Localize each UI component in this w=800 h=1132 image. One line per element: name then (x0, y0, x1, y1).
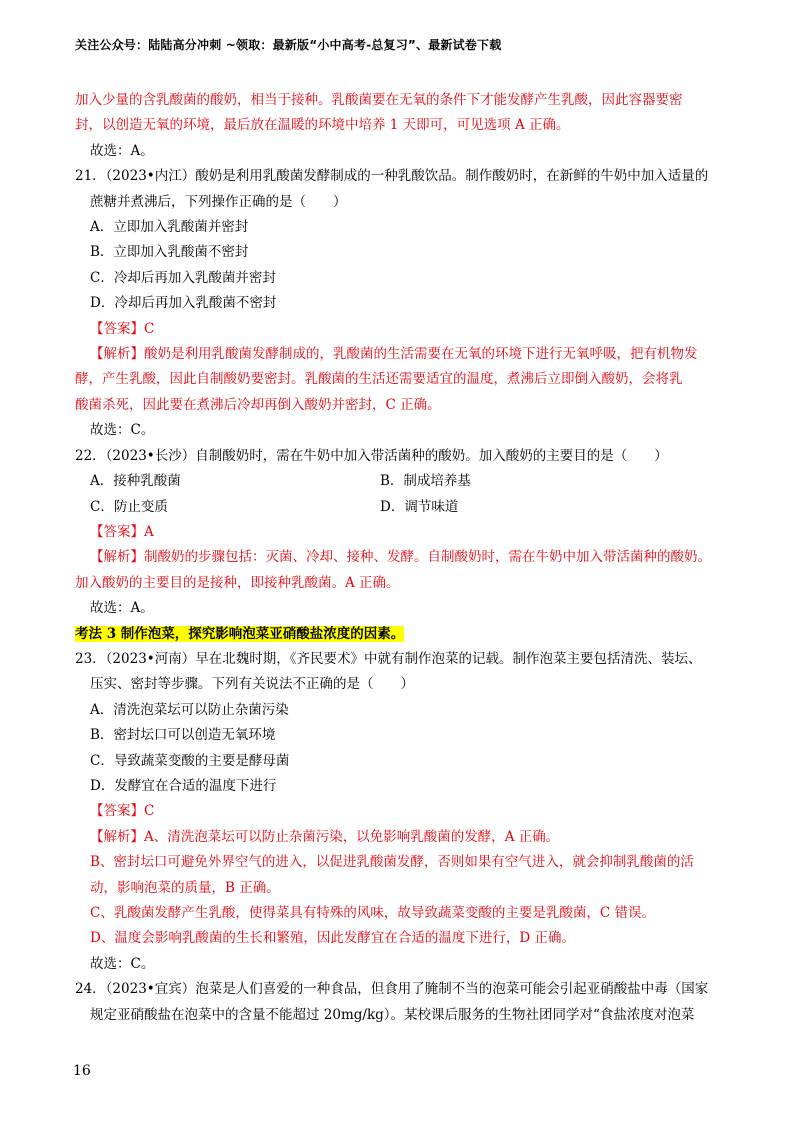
option-d: D．冷却后再加入乳酸菌不密封 (90, 295, 277, 312)
option-a: A．立即加入乳酸菌并密封 (90, 219, 249, 236)
option-b: B．制成培养基 (380, 473, 471, 490)
section-heading-wrapper (75, 622, 735, 647)
option-c: C．冷却后再加入乳酸菌并密封 (90, 269, 276, 286)
question-23-stem: 23．（2023•河南）早在北魏时期，《齐民要术》中就有制作泡菜的记载。制作泡菜主要包括清洗、装坛、 (75, 650, 702, 667)
explanation-line: 动，影响泡菜的质量，B 正确。 (90, 879, 280, 896)
options-row (75, 495, 735, 520)
question-21-stem: 蔗糖并煮沸后，下列操作正确的是（ ） (90, 193, 347, 210)
question-24-stem: 规定亚硝酸盐在泡菜中的含量不能超过 20mg/kg）。某校课后服务的生物社团同学对“食盐浓度对泡菜 (90, 1006, 695, 1023)
explanation-line: 【解析】制酸奶的步骤包括：灭菌、冷却、接种、发酵。自制酸奶时，需在牛奶中加入带活菌种的酸奶。 (90, 549, 711, 566)
explanation-line: 加入少量的含乳酸菌的酸奶，相当于接种。乳酸菌要在无氧的条件下才能发酵产生乳酸，因此容器要密 (75, 92, 683, 108)
conclusion: 故选：A。 (90, 142, 154, 159)
conclusion: 故选：C。 (90, 422, 155, 439)
explanation-line: B、密封坛口可避免外界空气的进入，以促进乳酸菌发酵，否则如果有空气进入，就会抑制乳酸菌的活 (90, 854, 694, 871)
page-content (75, 88, 735, 1028)
section-heading: 考法 3 制作泡菜，探究影响泡菜亚硝酸盐浓度的因素。 (75, 625, 405, 642)
answer: 【答案】C (90, 803, 155, 820)
question-22-stem: 22．（2023•长沙）自制酸奶时，需在牛奶中加入带活菌种的酸奶。加入酸奶的主要目的是（ ） (75, 447, 668, 464)
explanation-line: 【解析】酸奶是利用乳酸菌发酵制成的，乳酸菌的生活需要在无氧的环境下进行无氧呼吸，把有机物发 (90, 346, 698, 363)
explanation-line: 加入酸奶的主要目的是接种，即接种乳酸菌。A 正确。 (75, 574, 400, 591)
option-c: C．防止变质 (90, 498, 168, 515)
conclusion: 故选：C。 (90, 955, 155, 972)
page-header: 关注公众号：陆陆高分冲刺 ~领取：最新版“小中高考-总复习”、最新试卷下载 (75, 38, 502, 52)
option-b: B．密封坛口可以创造无氧环境 (90, 727, 276, 744)
question-23-stem: 压实、密封等步骤。下列有关说法不正确的是（ ） (90, 676, 414, 693)
options-row (75, 469, 735, 494)
question-24-stem: 24．（2023•宜宾）泡菜是人们喜爱的一种食品，但食用了腌制不当的泡菜可能会引起亚硝酸盐中毒（国家 (75, 981, 709, 998)
explanation-line: 酸菌杀死，因此要在煮沸后冷却再倒入酸奶并密封，C 正确。 (75, 396, 441, 413)
explanation-line: 【解析】A、清洗泡菜坛可以防止杂菌污染，以免影响乳酸菌的发酵，A 正确。 (90, 828, 560, 845)
question-21-stem: 21．（2023•内江）酸奶是利用乳酸菌发酵制成的一种乳酸饮品。制作酸奶时，在新鲜的牛奶中加入适量的 (75, 168, 709, 185)
option-a: A．接种乳酸菌 (90, 473, 181, 490)
explanation-line: C、乳酸菌发酵产生乳酸，使得菜具有特殊的风味，故导致蔬菜变酸的主要是乳酸菌，C 错误。 (90, 905, 655, 921)
answer: 【答案】A (90, 523, 154, 540)
explanation-line: 酵，产生乳酸，因此自制酸奶要密封。乳酸菌的生活还需要适宜的温度，煮沸后立即倒入酸奶，会将乳 (75, 371, 683, 388)
page-number: 16 (73, 1063, 91, 1079)
conclusion: 故选：A。 (90, 600, 154, 617)
option-a: A．清洗泡菜坛可以防止杂菌污染 (90, 701, 289, 718)
option-c: C．导致蔬菜变酸的主要是酵母菌 (90, 752, 290, 769)
explanation-line: 封，以创造无氧的环境，最后放在温暖的环境中培养 1 天即可，可见选项 A 正确。 (75, 117, 570, 134)
answer: 【答案】C (90, 320, 155, 337)
option-d: D．调节味道 (380, 498, 459, 515)
option-b: B．立即加入乳酸菌不密封 (90, 244, 249, 261)
explanation-line: D、温度会影响乳酸菌的生长和繁殖，因此发酵宜在合适的温度下进行，D 正确。 (90, 930, 575, 947)
option-d: D．发酵宜在合适的温度下进行 (90, 777, 277, 794)
